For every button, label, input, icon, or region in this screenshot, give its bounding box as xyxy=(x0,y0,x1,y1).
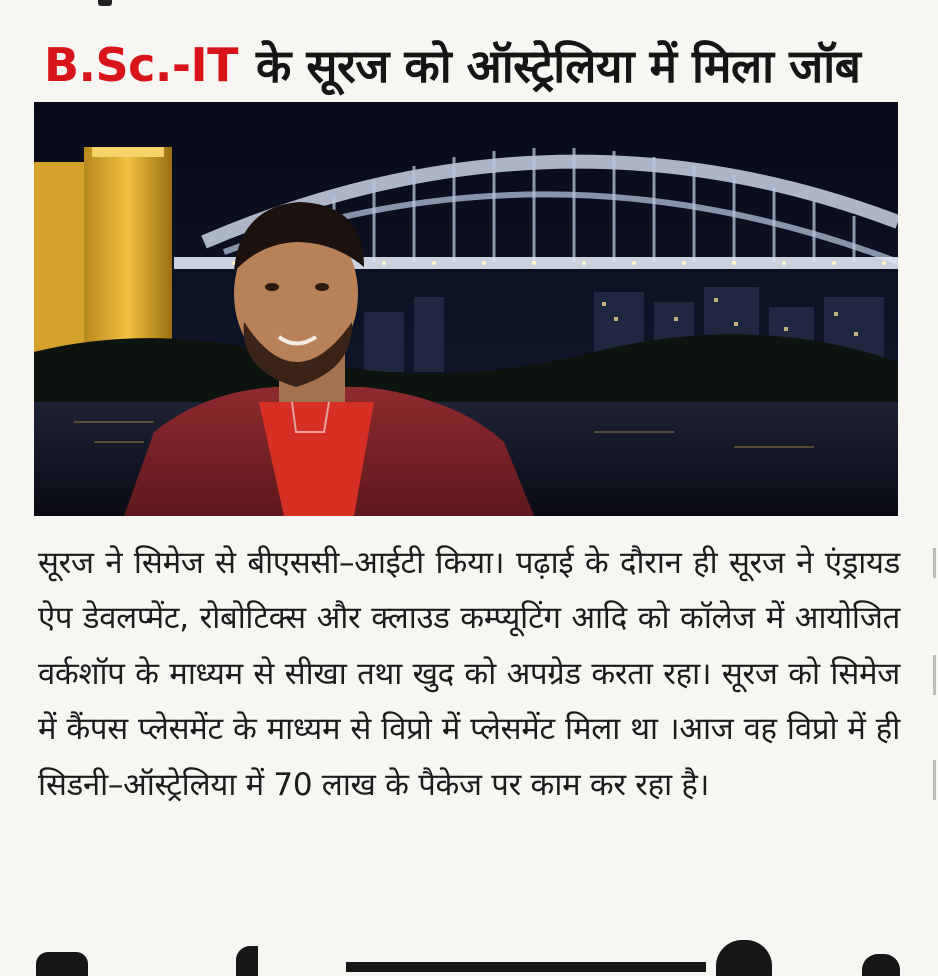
headline-degree: B.Sc.-IT xyxy=(44,38,238,92)
edge-mark xyxy=(933,655,936,695)
headline-title: के सूरज को ऑस्ट्रेलिया में मिला जॉब xyxy=(256,39,861,93)
headline xyxy=(44,30,860,100)
article-body: सूरज ने सिमेज से बीएससी–आईटी किया। पढ़ाई के दौरान ही सूरज ने एंड्रायड ऐप डेवलप्मेंट, रोबोटिक्स और क्लाउड कम्प्यूटिंग आदि को कॉलेज में आयोजित वर्कशॉप के माध्यम से सीखा तथा खुद को अपग्रेड करता रहा। सूरज को सिमेज में कैंपस प्लेसमेंट के माध्यम से विप्रो में प्लेसमेंट मिला था ।आज वह विप्रो में ही सिडनी–ऑस्ट्रेलिया में 70 लाख के पैकेज पर काम कर रहा है। xyxy=(38,545,900,803)
edge-mark xyxy=(933,548,936,578)
cropped-text-fragment xyxy=(98,0,112,6)
article-photo xyxy=(34,102,898,516)
edge-mark xyxy=(933,760,936,800)
person-at-sydney-harbour-bridge-photo xyxy=(34,102,898,516)
cropped-next-headline xyxy=(0,936,938,976)
